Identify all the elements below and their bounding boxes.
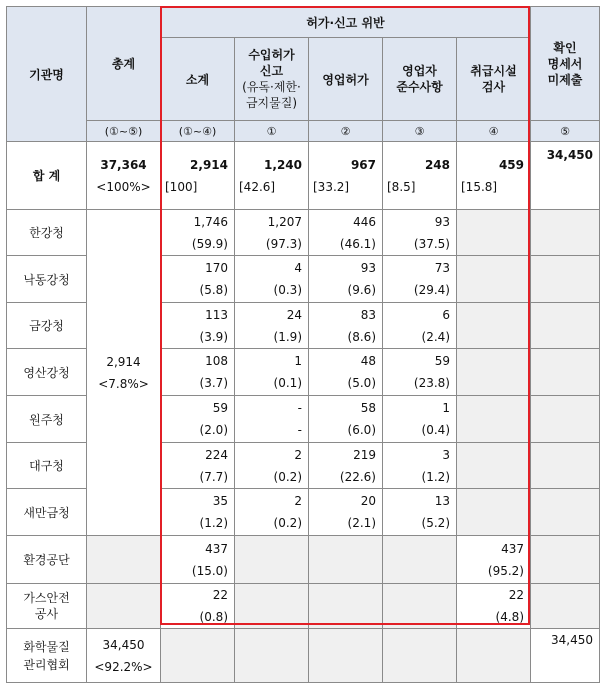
row-subtotal: 22 (0.8) <box>161 584 235 629</box>
row-subtotal: 1,746 (59.9) <box>161 210 235 256</box>
row-subtotal <box>161 629 235 683</box>
table-row <box>7 629 600 683</box>
row-rules: 3 (1.2) <box>383 443 457 489</box>
row-import <box>235 536 309 584</box>
summary-facility: 459 [15.8] <box>457 142 531 210</box>
row-import: 1 (0.1) <box>235 349 309 396</box>
row-facility <box>457 489 531 536</box>
row-confirm <box>531 584 600 629</box>
row-confirm <box>531 396 600 443</box>
row-business: 20 (2.1) <box>309 489 383 536</box>
header-facility-check: 취급시설 검사 <box>457 38 531 121</box>
row-facility: 437 (95.2) <box>457 536 531 584</box>
row-name: 새만금청 <box>7 489 87 536</box>
row-confirm <box>531 256 600 303</box>
summary-row <box>7 142 600 210</box>
row-name: 영산강청 <box>7 349 87 396</box>
header-business-rules: 영업자 준수사항 <box>383 38 457 121</box>
header-business-note: ② <box>309 121 383 142</box>
row-business <box>309 536 383 584</box>
header-business-permit: 영업허가 <box>309 38 383 121</box>
summary-total: 37,364 <100%> <box>87 142 161 210</box>
row-rules <box>383 584 457 629</box>
row-subtotal: 224 (7.7) <box>161 443 235 489</box>
row-confirm: 34,450 <box>531 629 600 683</box>
row-confirm <box>531 489 600 536</box>
table-row <box>7 584 600 629</box>
row-rules <box>383 536 457 584</box>
header-import-permit: 수입허가 신고 (유독·제한· 금지물질) <box>235 38 309 121</box>
summary-label: 합 계 <box>7 142 87 210</box>
row-import <box>235 629 309 683</box>
row-name: 화학물질 관리협회 <box>7 629 87 683</box>
row-name: 금강청 <box>7 303 87 349</box>
violation-table <box>6 6 600 683</box>
row-facility <box>457 443 531 489</box>
row-name: 한강청 <box>7 210 87 256</box>
row-business: 83 (8.6) <box>309 303 383 349</box>
header-facility-note: ④ <box>457 121 531 142</box>
row-import: 4 (0.3) <box>235 256 309 303</box>
row-rules: 1 (0.4) <box>383 396 457 443</box>
row-facility: 22 (4.8) <box>457 584 531 629</box>
summary-rules: 248 [8.5] <box>383 142 457 210</box>
row-confirm <box>531 303 600 349</box>
header-import-note: ① <box>235 121 309 142</box>
row-confirm <box>531 210 600 256</box>
summary-confirm: 34,450 <box>531 142 600 210</box>
row-import: 1,207 (97.3) <box>235 210 309 256</box>
row-name: 낙동강청 <box>7 256 87 303</box>
summary-subtotal: 2,914 [100] <box>161 142 235 210</box>
row-rules: 73 (29.4) <box>383 256 457 303</box>
row-subtotal: 170 (5.8) <box>161 256 235 303</box>
header-agency: 기관명 <box>7 7 87 142</box>
row-import: 2 (0.2) <box>235 489 309 536</box>
row-name: 환경공단 <box>7 536 87 584</box>
row-facility <box>457 210 531 256</box>
row-total <box>87 536 161 584</box>
summary-business: 967 [33.2] <box>309 142 383 210</box>
row-business <box>309 629 383 683</box>
row-business: 446 (46.1) <box>309 210 383 256</box>
row-facility <box>457 303 531 349</box>
row-import: 24 (1.9) <box>235 303 309 349</box>
row-business: 93 (9.6) <box>309 256 383 303</box>
row-facility <box>457 349 531 396</box>
table-row <box>7 536 600 584</box>
row-business: 219 (22.6) <box>309 443 383 489</box>
header-rules-note: ③ <box>383 121 457 142</box>
row-total <box>87 584 161 629</box>
row-facility <box>457 629 531 683</box>
row-rules: 13 (5.2) <box>383 489 457 536</box>
group-total: 2,914 <7.8%> <box>87 210 161 536</box>
header-total: 총계 <box>87 7 161 121</box>
summary-import: 1,240 [42.6] <box>235 142 309 210</box>
row-confirm <box>531 536 600 584</box>
row-subtotal: 113 (3.9) <box>161 303 235 349</box>
row-subtotal: 35 (1.2) <box>161 489 235 536</box>
row-confirm <box>531 443 600 489</box>
row-business: 48 (5.0) <box>309 349 383 396</box>
header-subtotal: 소계 <box>161 38 235 121</box>
row-rules: 6 (2.4) <box>383 303 457 349</box>
header-confirm: 확인 명세서 미제출 <box>531 7 600 121</box>
row-import: - - <box>235 396 309 443</box>
row-facility <box>457 396 531 443</box>
row-rules: 93 (37.5) <box>383 210 457 256</box>
row-rules: 59 (23.8) <box>383 349 457 396</box>
row-subtotal: 108 (3.7) <box>161 349 235 396</box>
header-confirm-note: ⑤ <box>531 121 600 142</box>
row-import <box>235 584 309 629</box>
header-subtotal-note: (①~④) <box>161 121 235 142</box>
row-total: 34,450 <92.2%> <box>87 629 161 683</box>
row-subtotal: 59 (2.0) <box>161 396 235 443</box>
row-confirm <box>531 349 600 396</box>
row-business <box>309 584 383 629</box>
row-import: 2 (0.2) <box>235 443 309 489</box>
row-name: 가스안전 공사 <box>7 584 87 629</box>
row-name: 대구청 <box>7 443 87 489</box>
row-facility <box>457 256 531 303</box>
row-name: 원주청 <box>7 396 87 443</box>
row-rules <box>383 629 457 683</box>
header-total-note: (①~⑤) <box>87 121 161 142</box>
row-business: 58 (6.0) <box>309 396 383 443</box>
header-violation-group: 허가·신고 위반 <box>161 7 531 38</box>
row-subtotal: 437 (15.0) <box>161 536 235 584</box>
table-row <box>7 210 600 256</box>
